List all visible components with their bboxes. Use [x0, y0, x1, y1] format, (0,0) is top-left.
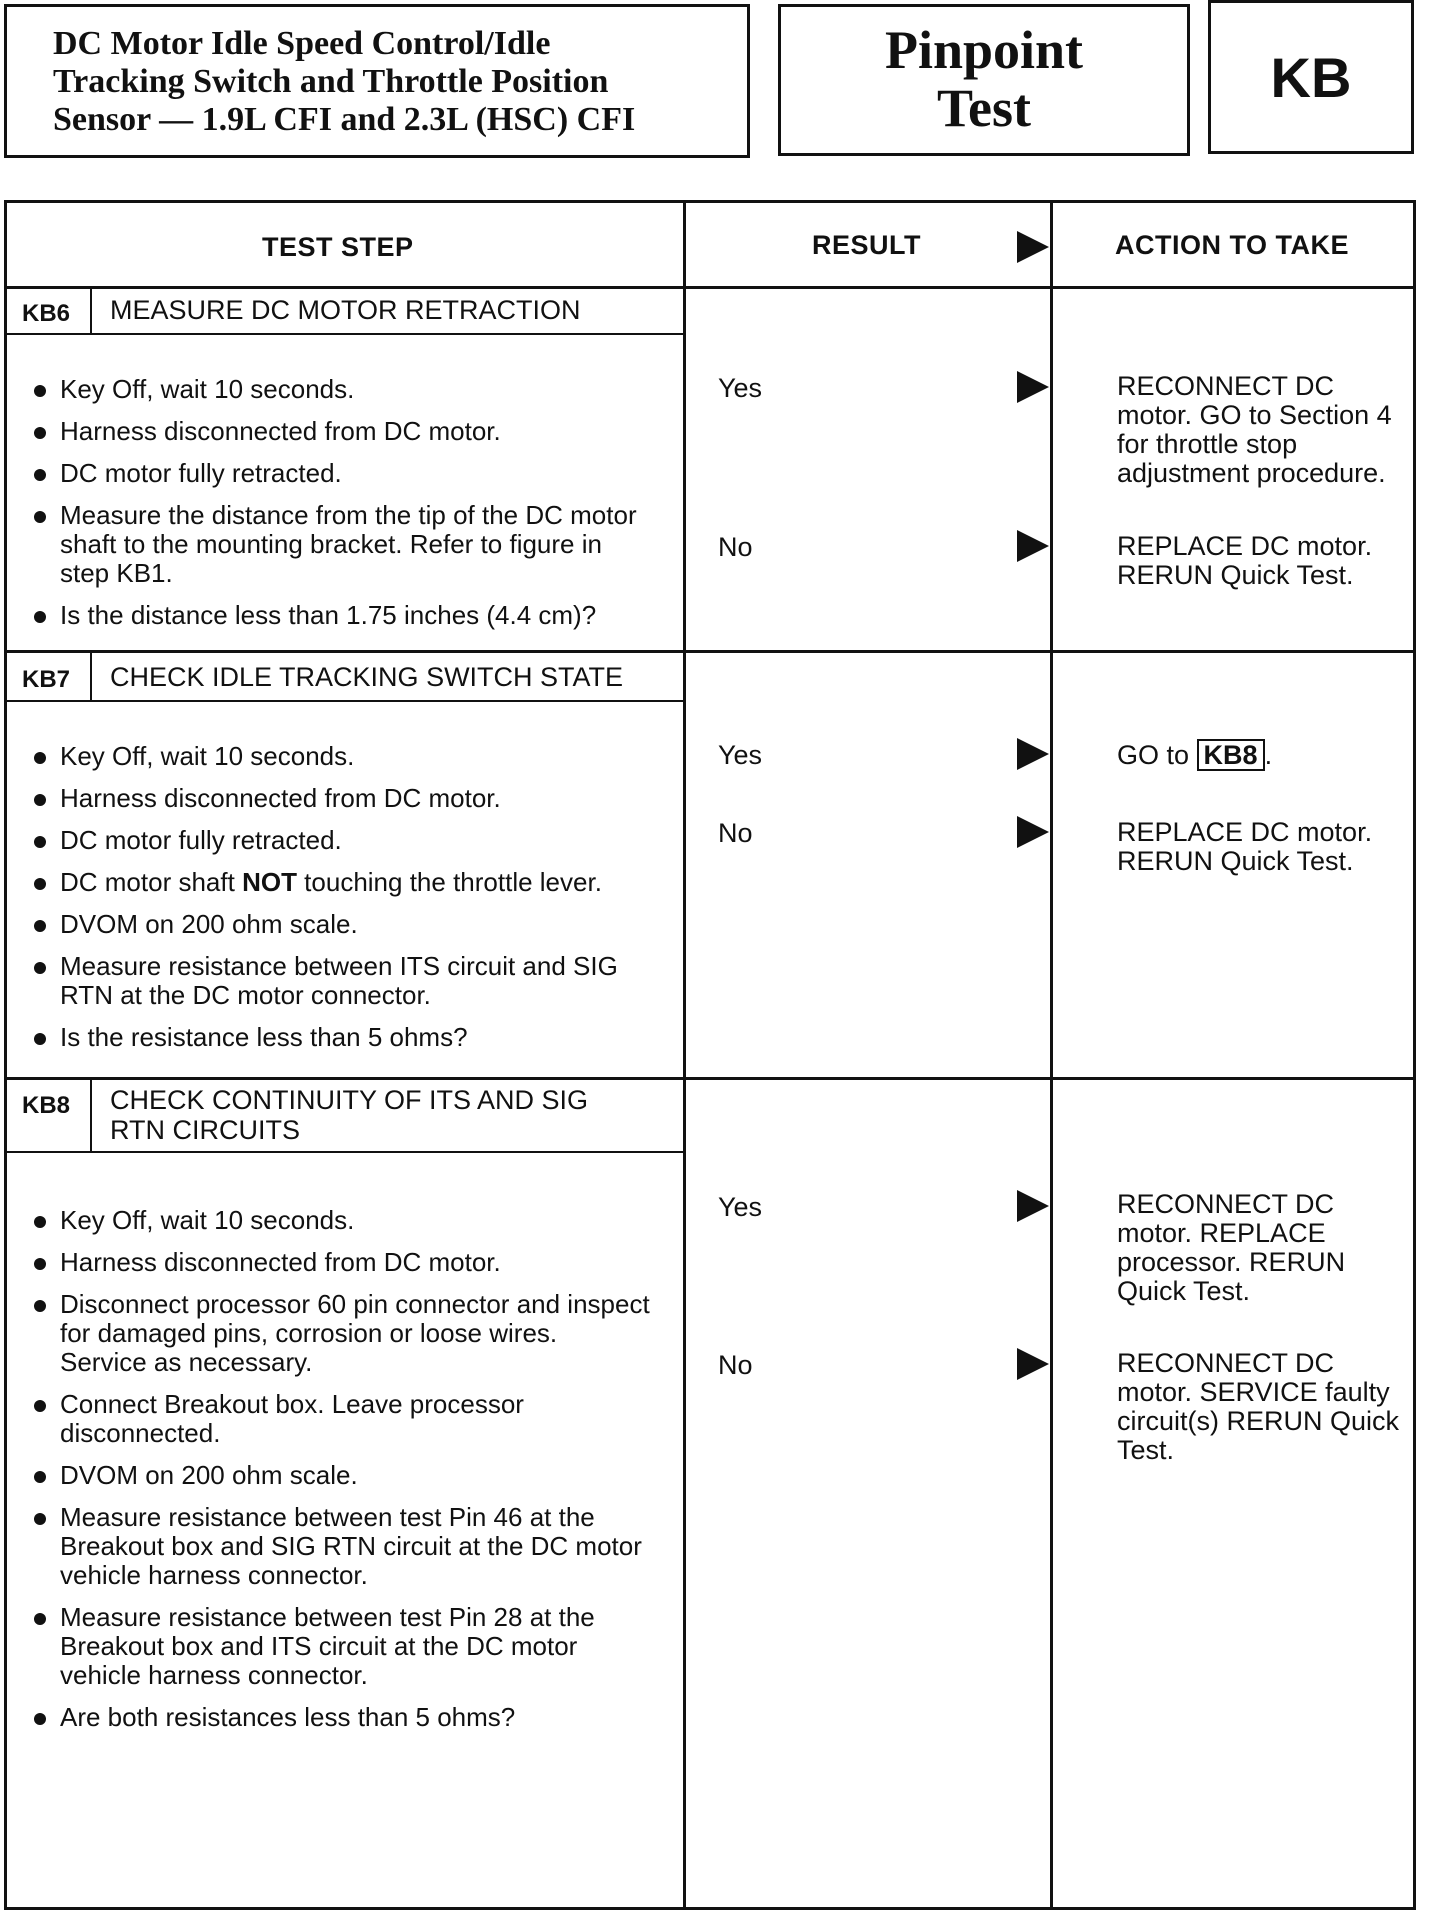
step-code-kb7: KB7 — [22, 666, 71, 693]
column-divider-result — [683, 200, 686, 1910]
column-header-action: ACTION TO TAKE — [1115, 230, 1349, 260]
list-item: DVOM on 200 ohm scale. — [30, 910, 650, 939]
step-code-kb8: KB8 — [22, 1092, 71, 1119]
action-text: GO to — [1117, 740, 1190, 770]
step-bullets-kb6 — [30, 375, 650, 643]
list-item: Disconnect processor 60 pin connector and inspect for damaged pins, corrosion or loose wires. Service as necessary. — [30, 1290, 650, 1377]
bullet-text: touching the throttle lever. — [296, 867, 602, 897]
pinpoint-test-box — [778, 4, 1190, 156]
column-divider-action — [1050, 200, 1053, 1910]
step-title-underline — [4, 700, 684, 702]
list-item: Is the distance less than 1.75 inches (4.4 cm)? — [30, 601, 650, 630]
step-title-kb7: CHECK IDLE TRACKING SWITCH STATE — [110, 662, 624, 692]
list-item: DC motor fully retracted. — [30, 459, 650, 488]
header-row-divider — [4, 286, 1416, 289]
action-yes-kb7 — [1117, 739, 1407, 771]
step-code-kb6: KB6 — [22, 300, 71, 327]
list-item: Key Off, wait 10 seconds. — [30, 375, 650, 404]
arrow-right-icon — [1017, 816, 1049, 848]
column-header-result: RESULT — [812, 230, 921, 260]
action-yes-kb8: RECONNECT DC motor. REPLACE processor. RERUN Quick Test. — [1117, 1189, 1346, 1306]
list-item: Measure resistance between ITS circuit and SIG RTN at the DC motor connector. — [30, 952, 650, 1010]
step-reference-kb8: KB8 — [1197, 739, 1265, 771]
list-item: Harness disconnected from DC motor. — [30, 417, 650, 446]
list-item: DC motor fully retracted. — [30, 826, 650, 855]
column-header-test-step: TEST STEP — [262, 232, 414, 262]
step-title-underline — [4, 1151, 684, 1153]
list-item: Measure resistance between test Pin 46 at the Breakout box and SIG RTN circuit at the DC motor vehicle harness connector. — [30, 1503, 650, 1590]
bullet-text-bold: NOT — [242, 867, 297, 897]
list-item: Is the resistance less than 5 ohms? — [30, 1023, 650, 1052]
arrow-right-icon — [1017, 738, 1049, 770]
action-no-kb6: REPLACE DC motor. RERUN Quick Test. — [1117, 531, 1373, 590]
action-text: . — [1264, 740, 1273, 770]
arrow-right-icon — [1017, 231, 1049, 263]
result-no-kb6: No — [718, 532, 753, 562]
step-title-kb6: MEASURE DC MOTOR RETRACTION — [110, 295, 581, 325]
row-divider-kb8 — [4, 1077, 1416, 1080]
pinpoint-label-line-2: Test — [936, 78, 1032, 138]
arrow-right-icon — [1017, 530, 1049, 562]
list-item: Measure resistance between test Pin 28 at the Breakout box and ITS circuit at the DC motor vehicle harness connector. — [30, 1603, 650, 1690]
step-code-divider — [90, 652, 92, 700]
test-code-box — [1208, 0, 1414, 154]
step-title-kb8-line-2: RTN CIRCUITS — [110, 1115, 301, 1145]
list-item: Harness disconnected from DC motor. — [30, 784, 650, 813]
result-no-kb8: No — [718, 1350, 753, 1380]
page-title-line-1: DC Motor Idle Speed Control/Idle — [53, 25, 551, 62]
step-bullets-kb8 — [30, 1206, 650, 1745]
list-item: DVOM on 200 ohm scale. — [30, 1461, 650, 1490]
list-item: Key Off, wait 10 seconds. — [30, 742, 650, 771]
step-title-underline — [4, 333, 684, 335]
arrow-right-icon — [1017, 1348, 1049, 1380]
result-yes-kb6: Yes — [718, 373, 763, 403]
step-code-divider — [90, 288, 92, 334]
title-box — [4, 4, 750, 158]
list-item: Are both resistances less than 5 ohms? — [30, 1703, 650, 1732]
bullet-text: DC motor shaft — [60, 867, 243, 897]
result-yes-kb7: Yes — [718, 740, 763, 770]
action-no-kb8: RECONNECT DC motor. SERVICE faulty circuit(s) RERUN Quick Test. — [1117, 1348, 1400, 1465]
page-title-line-3: Sensor — 1.9L CFI and 2.3L (HSC) CFI — [53, 101, 636, 138]
action-yes-kb6: RECONNECT DC motor. GO to Section 4 for throttle stop adjustment procedure. — [1117, 371, 1392, 488]
test-code: KB — [1270, 46, 1352, 109]
list-item: Key Off, wait 10 seconds. — [30, 1206, 650, 1235]
list-item: Measure the distance from the tip of the DC motor shaft to the mounting bracket. Refer to figure in step KB1. — [30, 501, 650, 588]
list-item: Connect Breakout box. Leave processor disconnected. — [30, 1390, 650, 1448]
step-code-divider — [90, 1079, 92, 1151]
result-no-kb7: No — [718, 818, 753, 848]
step-bullets-kb7 — [30, 742, 650, 1065]
page-title-line-2: Tracking Switch and Throttle Position — [53, 63, 609, 100]
row-divider-kb7 — [4, 650, 1416, 653]
list-item — [30, 868, 650, 897]
arrow-right-icon — [1017, 1190, 1049, 1222]
list-item: Harness disconnected from DC motor. — [30, 1248, 650, 1277]
action-no-kb7: REPLACE DC motor. RERUN Quick Test. — [1117, 817, 1373, 876]
arrow-right-icon — [1017, 371, 1049, 403]
step-title-kb8-line-1: CHECK CONTINUITY OF ITS AND SIG — [110, 1085, 589, 1115]
result-yes-kb8: Yes — [718, 1192, 763, 1222]
pinpoint-label-line-1: Pinpoint — [884, 20, 1084, 80]
